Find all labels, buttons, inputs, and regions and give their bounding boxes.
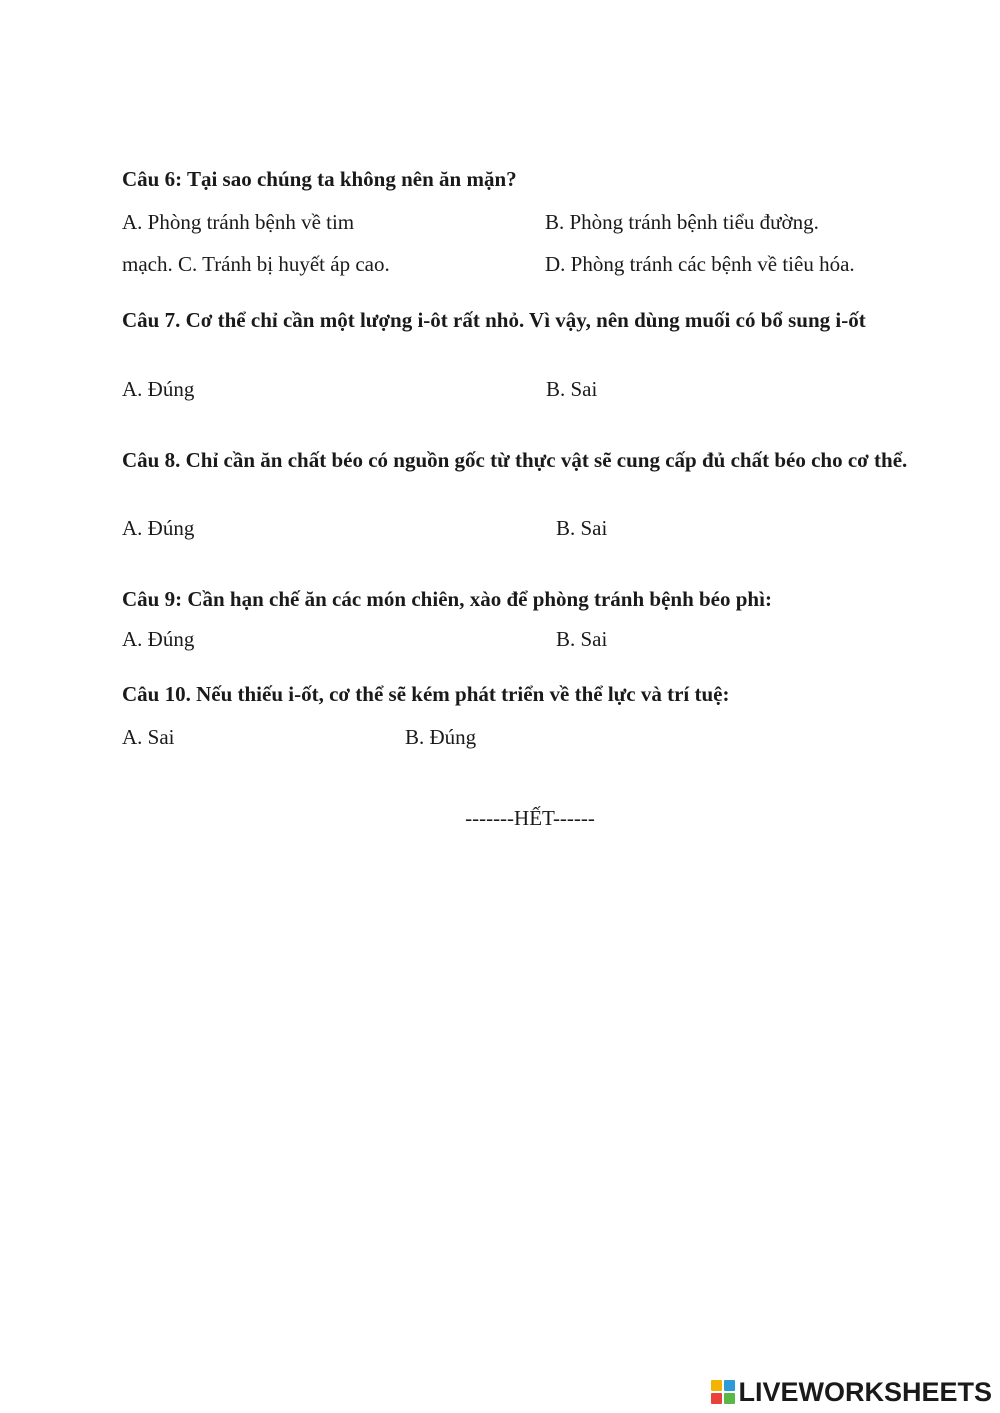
logo-tile — [724, 1380, 735, 1391]
question-8-option-b[interactable]: B. Sai — [556, 516, 608, 540]
question-9-option-b[interactable]: B. Sai — [556, 627, 608, 651]
end-mark: -------HẾT------ — [465, 806, 595, 830]
question-10-option-b[interactable]: B. Đúng — [405, 725, 477, 749]
question-7-option-b[interactable]: B. Sai — [546, 377, 598, 401]
question-8-text: Câu 8. Chỉ cần ăn chất béo có nguồn gốc từ thực vật sẽ cung cấp đủ chất béo cho cơ thể. — [122, 448, 908, 472]
logo-tile — [724, 1393, 735, 1404]
question-6-option-d[interactable]: D. Phòng tránh các bệnh về tiêu hóa. — [545, 252, 855, 276]
liveworksheets-logo-icon — [711, 1380, 735, 1404]
question-6-text: Câu 6: Tại sao chúng ta không nên ăn mặn? — [122, 167, 517, 191]
liveworksheets-logo-text: LIVEWORKSHEETS — [738, 1376, 992, 1407]
question-7-option-a[interactable]: A. Đúng — [122, 377, 195, 401]
logo-tile — [711, 1393, 722, 1404]
question-6-option-b[interactable]: B. Phòng tránh bệnh tiểu đường. — [545, 210, 819, 234]
logo-tile — [711, 1380, 722, 1391]
question-9-text: Câu 9: Cần hạn chế ăn các món chiên, xào để phòng tránh bệnh béo phì: — [122, 587, 772, 611]
question-9-option-a[interactable]: A. Đúng — [122, 627, 195, 651]
question-8-option-a[interactable]: A. Đúng — [122, 516, 195, 540]
question-10-option-a[interactable]: A. Sai — [122, 725, 175, 749]
question-6-option-c[interactable]: mạch. C. Tránh bị huyết áp cao. — [122, 252, 390, 276]
question-10-text: Câu 10. Nếu thiếu i-ốt, cơ thể sẽ kém phát triển về thể lực và trí tuệ: — [122, 682, 730, 706]
question-7-text: Câu 7. Cơ thể chỉ cần một lượng i-ôt rất nhỏ. Vì vậy, nên dùng muối có bổ sung i-ốt — [122, 308, 866, 332]
liveworksheets-watermark — [711, 1377, 992, 1407]
question-6-option-a[interactable]: A. Phòng tránh bệnh về tim — [122, 210, 355, 234]
